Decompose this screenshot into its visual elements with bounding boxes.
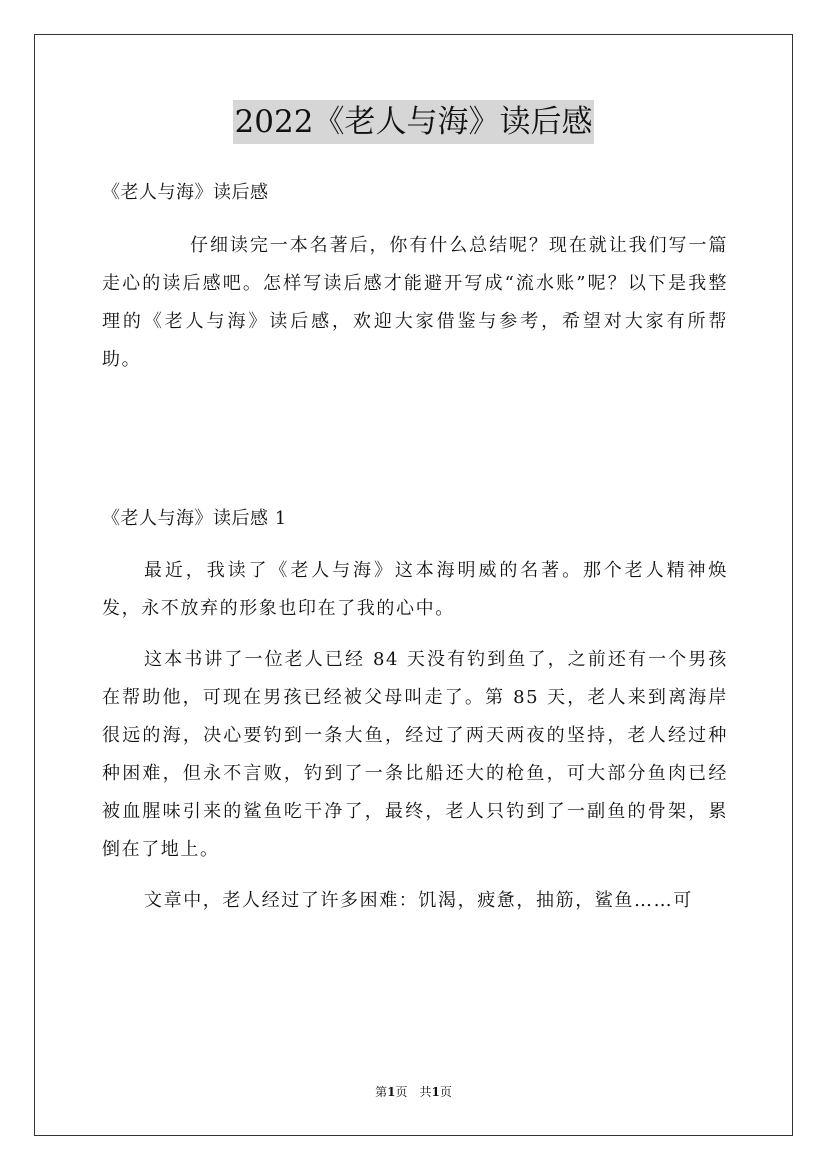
page-current: 1 <box>387 1085 396 1099</box>
document-subtitle: 《老人与海》读后感 <box>102 182 269 203</box>
title-container <box>0 100 827 144</box>
intro-block <box>102 227 728 379</box>
page-prefix: 第 <box>375 1085 388 1099</box>
total-count: 1 <box>431 1085 440 1099</box>
total-prefix: 共 <box>419 1085 432 1099</box>
page-total <box>420 1085 452 1099</box>
body-paragraph-2: 这本书讲了一位老人已经 84 天没有钓到鱼了，之前还有一个男孩在帮助他，可现在男孩已经被父母叫走了。第 85 天，老人来到离海岸很远的海，决心要钓到一条大鱼，经过了两天两夜的坚持，老人经过种种困难，但永不言败，钓到了一条比船还大的枪鱼，可大部分鱼肉已经被血腥味引来的鲨鱼吃干净了，最终，老人只钓到了一副鱼的骨架，累倒在了地上。 <box>102 649 728 860</box>
page-footer <box>0 1084 827 1100</box>
body-paragraph-1: 最近，我读了《老人与海》这本海明威的名著。那个老人精神焕发，永不放弃的形象也印在了我的心中。 <box>102 560 728 619</box>
total-suffix: 页 <box>439 1085 452 1099</box>
page-number <box>375 1085 407 1099</box>
page-suffix: 页 <box>395 1085 408 1099</box>
intro-paragraph: 仔细读完一本名著后，你有什么总结呢？现在就让我们写一篇走心的读后感吧。怎样写读后感才能避开写成“流水账”呢？以下是我整理的《老人与海》读后感，欢迎大家借鉴与参考，希望对大家有所帮助。 <box>102 235 728 370</box>
body-block <box>102 552 728 920</box>
document-title: 2022《老人与海》读后感 <box>233 100 595 144</box>
section-heading: 《老人与海》读后感 1 <box>102 508 287 529</box>
body-paragraph-3: 文章中，老人经过了许多困难：饥渴，疲惫，抽筋，鲨鱼……可 <box>144 890 693 911</box>
